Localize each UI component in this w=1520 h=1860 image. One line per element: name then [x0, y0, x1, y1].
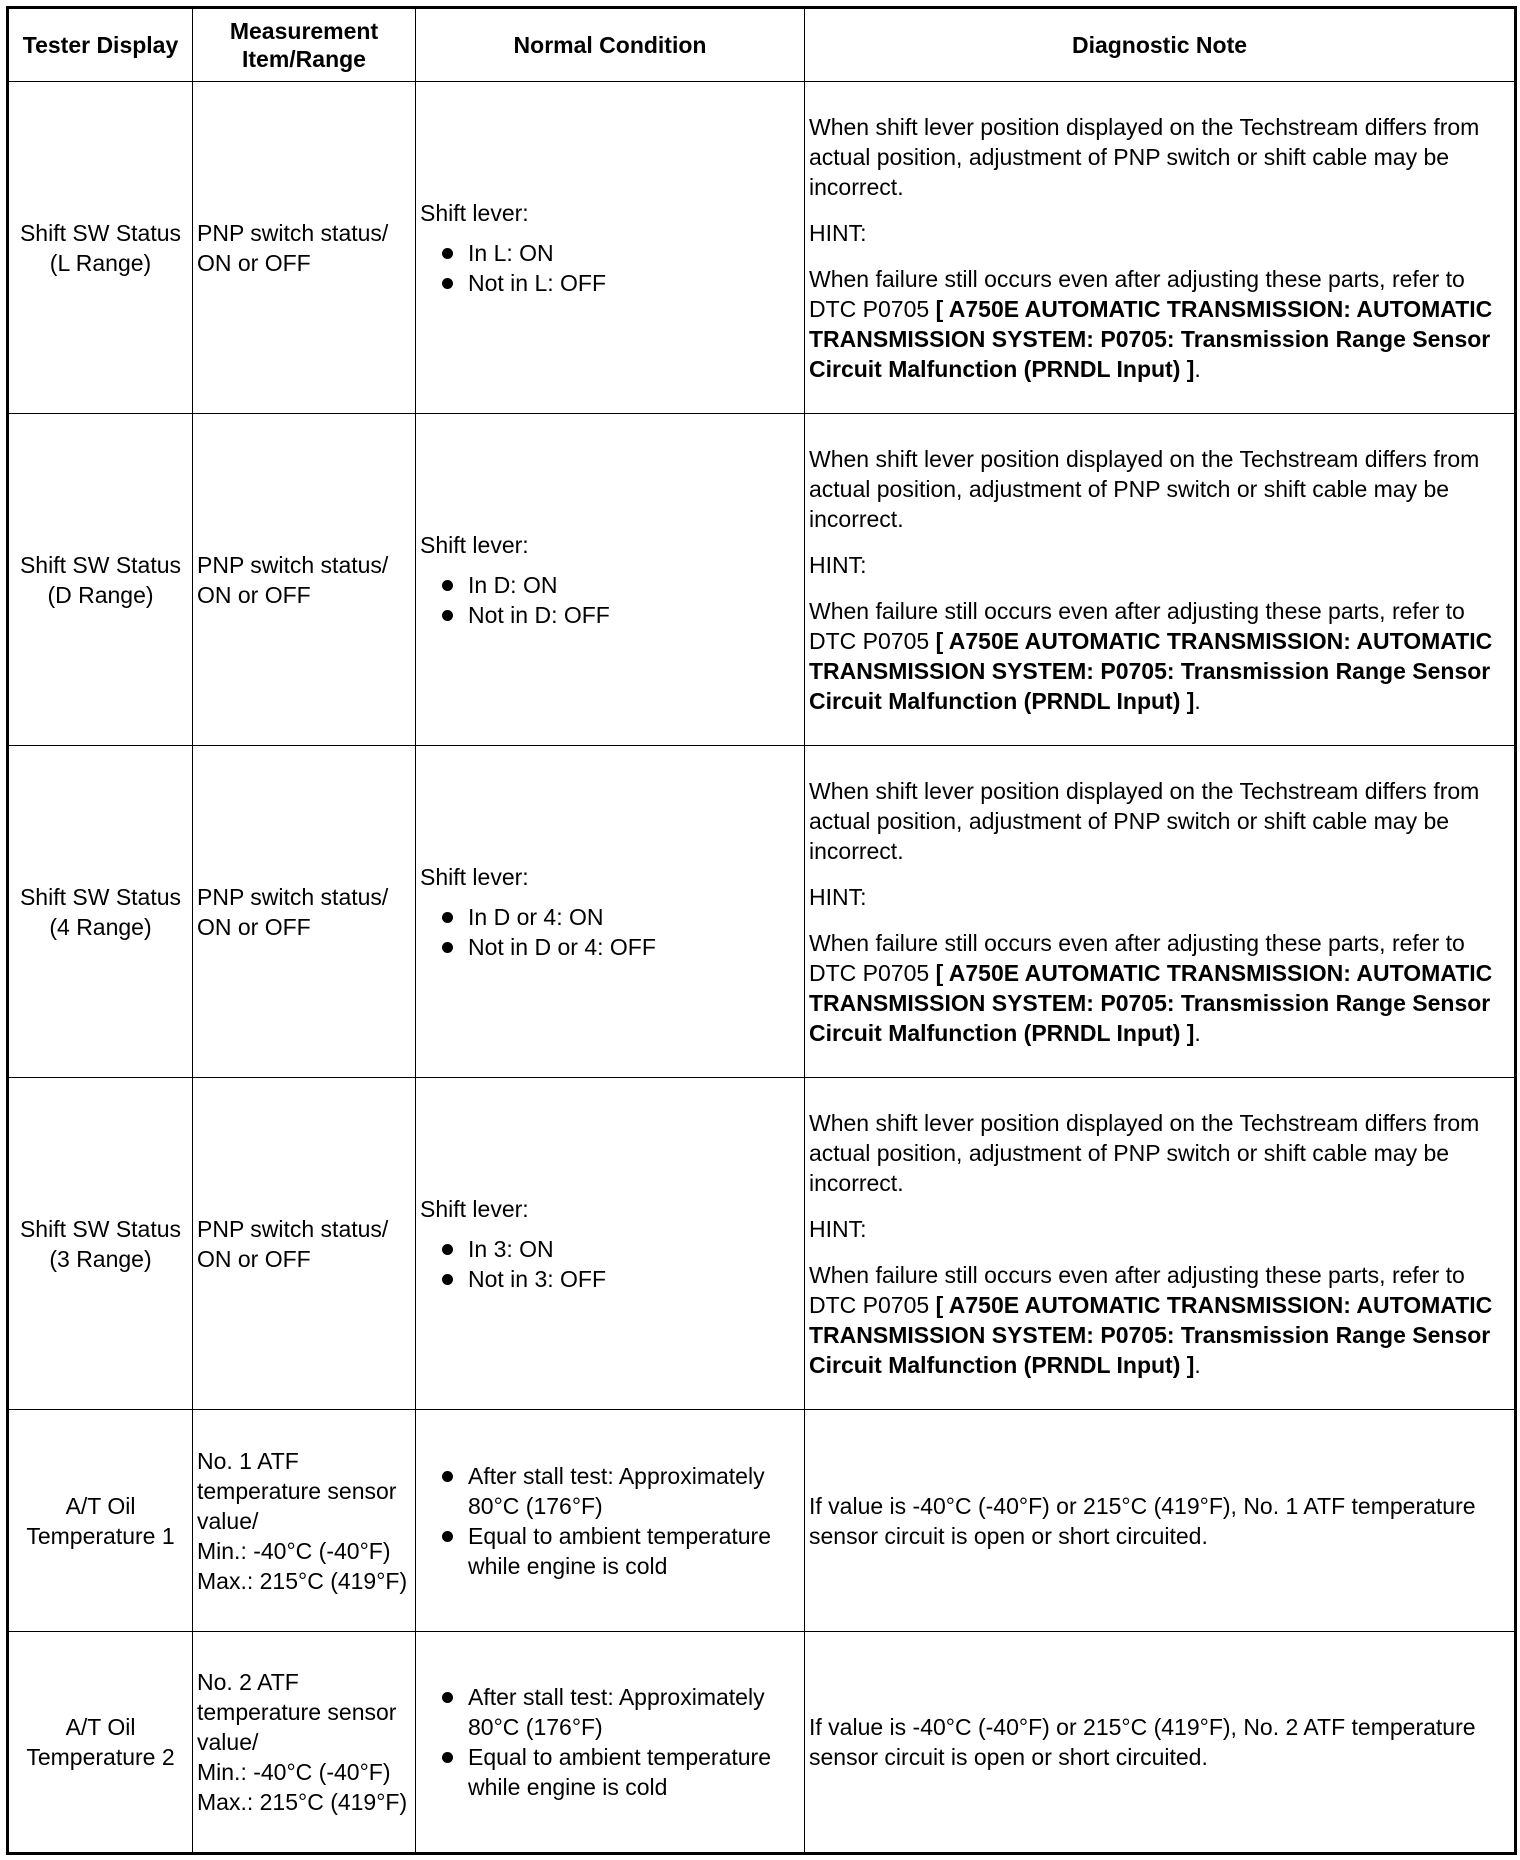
list-item: After stall test: Approximately 80°C (176°F): [420, 1682, 800, 1742]
dtc-reference-link[interactable]: [ A750E AUTOMATIC TRANSMISSION: AUTOMATIC TRANSMISSION SYSTEM: P0705: Transmission Range Sensor Circuit Malfunction (PRNDL Input) ]: [809, 1291, 1493, 1378]
table-row: [8, 746, 1516, 1078]
note-main: When shift lever position displayed on the Techstream differs from actual position, adjustment of PNP switch or shift cable may be incorrect.: [809, 1109, 1480, 1196]
condition-list: [420, 570, 800, 630]
header-tester-display: Tester Display: [8, 8, 193, 82]
measurement-cell: PNP switch status/ ON or OFF: [193, 1078, 416, 1410]
list-item: After stall test: Approximately 80°C (176°F): [420, 1461, 800, 1521]
normal-condition-cell: [416, 746, 805, 1078]
bullet-icon: [442, 1244, 453, 1255]
list-item: Equal to ambient temperature while engine is cold: [420, 1742, 800, 1802]
table-row: [8, 1632, 1516, 1854]
list-item: In L: ON: [420, 238, 800, 268]
normal-condition-cell: [416, 82, 805, 414]
bullet-icon: [442, 942, 453, 953]
measurement-line: Min.: -40°C (-40°F): [197, 1537, 391, 1564]
tester-display-cell: A/T Oil Temperature 1: [8, 1410, 193, 1632]
bullet-icon: [442, 580, 453, 591]
note-refer: When failure still occurs even after adjusting these parts, refer to DTC P0705 [ A750E AUTOMATIC TRANSMISSION: AUTOMATIC TRANSMISSION SYSTEM: P0705: Transmission Range Sensor Circuit Malfunction (PRNDL Input) ].: [809, 597, 1493, 714]
note-hint: HINT:: [809, 551, 867, 578]
header-diagnostic-note: Diagnostic Note: [805, 8, 1516, 82]
diagnostic-note-cell: [805, 746, 1516, 1078]
tester-display-cell: Shift SW Status (L Range): [8, 82, 193, 414]
normal-intro: Shift lever:: [420, 1195, 529, 1222]
list-item: Not in 3: OFF: [420, 1264, 800, 1294]
diagnostic-note-cell: If value is -40°C (-40°F) or 215°C (419°F), No. 1 ATF temperature sensor circuit is open or short circuited.: [805, 1410, 1516, 1632]
list-item: Equal to ambient temperature while engine is cold: [420, 1521, 800, 1581]
list-item: Not in D: OFF: [420, 600, 800, 630]
measurement-cell: [193, 1632, 416, 1854]
condition-list: [420, 1682, 800, 1802]
condition-list: [420, 1234, 800, 1294]
measurement-line: No. 2 ATF temperature sensor value/: [197, 1669, 397, 1755]
note-refer: When failure still occurs even after adjusting these parts, refer to DTC P0705 [ A750E AUTOMATIC TRANSMISSION: AUTOMATIC TRANSMISSION SYSTEM: P0705: Transmission Range Sensor Circuit Malfunction (PRNDL Input) ].: [809, 1261, 1493, 1378]
bullet-icon: [442, 278, 453, 289]
condition-list: [420, 902, 800, 962]
dtc-reference-link[interactable]: [ A750E AUTOMATIC TRANSMISSION: AUTOMATIC TRANSMISSION SYSTEM: P0705: Transmission Range Sensor Circuit Malfunction (PRNDL Input) ]: [809, 959, 1493, 1046]
bullet-icon: [442, 1471, 453, 1482]
list-item: Not in D or 4: OFF: [420, 932, 800, 962]
tester-display-cell: A/T Oil Temperature 2: [8, 1632, 193, 1854]
condition-list: [420, 238, 800, 298]
bullet-icon: [442, 1692, 453, 1703]
list-item: Not in L: OFF: [420, 268, 800, 298]
note-hint: HINT:: [809, 883, 867, 910]
dtc-reference-link[interactable]: [ A750E AUTOMATIC TRANSMISSION: AUTOMATIC TRANSMISSION SYSTEM: P0705: Transmission Range Sensor Circuit Malfunction (PRNDL Input) ]: [809, 627, 1493, 714]
table-row: [8, 1410, 1516, 1632]
bullet-icon: [442, 1752, 453, 1763]
table-row: [8, 414, 1516, 746]
bullet-icon: [442, 248, 453, 259]
list-item: In D or 4: ON: [420, 902, 800, 932]
measurement-cell: [193, 1410, 416, 1632]
normal-condition-cell: [416, 1078, 805, 1410]
normal-condition-cell: [416, 1632, 805, 1854]
note-main: When shift lever position displayed on the Techstream differs from actual position, adjustment of PNP switch or shift cable may be incorrect.: [809, 113, 1480, 200]
measurement-cell: PNP switch status/ ON or OFF: [193, 82, 416, 414]
normal-intro: Shift lever:: [420, 199, 529, 226]
header-normal-condition: Normal Condition: [416, 8, 805, 82]
header-row: [8, 8, 1516, 82]
measurement-cell: PNP switch status/ ON or OFF: [193, 746, 416, 1078]
table-row: [8, 82, 1516, 414]
diagnostic-note-cell: [805, 414, 1516, 746]
normal-condition-cell: [416, 1410, 805, 1632]
list-item: In 3: ON: [420, 1234, 800, 1264]
measurement-cell: PNP switch status/ ON or OFF: [193, 414, 416, 746]
note-hint: HINT:: [809, 1215, 867, 1242]
bullet-icon: [442, 1274, 453, 1285]
bullet-icon: [442, 912, 453, 923]
normal-intro: Shift lever:: [420, 863, 529, 890]
note-main: When shift lever position displayed on the Techstream differs from actual position, adjustment of PNP switch or shift cable may be incorrect.: [809, 777, 1480, 864]
note-hint: HINT:: [809, 219, 867, 246]
data-list-table: [6, 6, 1517, 1855]
diagnostic-note-cell: [805, 82, 1516, 414]
bullet-icon: [442, 610, 453, 621]
dtc-reference-link[interactable]: [ A750E AUTOMATIC TRANSMISSION: AUTOMATIC TRANSMISSION SYSTEM: P0705: Transmission Range Sensor Circuit Malfunction (PRNDL Input) ]: [809, 295, 1493, 382]
normal-intro: Shift lever:: [420, 531, 529, 558]
tester-display-cell: Shift SW Status (D Range): [8, 414, 193, 746]
measurement-line: No. 1 ATF temperature sensor value/: [197, 1447, 397, 1534]
diagnostic-note-cell: If value is -40°C (-40°F) or 215°C (419°F), No. 2 ATF temperature sensor circuit is open or short circuited.: [805, 1632, 1516, 1854]
measurement-line: Min.: -40°C (-40°F): [197, 1759, 391, 1785]
diagnostic-note-cell: [805, 1078, 1516, 1410]
tester-display-cell: Shift SW Status (4 Range): [8, 746, 193, 1078]
condition-list: [420, 1461, 800, 1581]
measurement-line: Max.: 215°C (419°F): [197, 1567, 408, 1594]
note-refer: When failure still occurs even after adjusting these parts, refer to DTC P0705 [ A750E AUTOMATIC TRANSMISSION: AUTOMATIC TRANSMISSION SYSTEM: P0705: Transmission Range Sensor Circuit Malfunction (PRNDL Input) ].: [809, 265, 1493, 382]
measurement-line: Max.: 215°C (419°F): [197, 1789, 408, 1815]
tester-display-cell: Shift SW Status (3 Range): [8, 1078, 193, 1410]
note-refer: When failure still occurs even after adjusting these parts, refer to DTC P0705 [ A750E AUTOMATIC TRANSMISSION: AUTOMATIC TRANSMISSION SYSTEM: P0705: Transmission Range Sensor Circuit Malfunction (PRNDL Input) ].: [809, 929, 1493, 1046]
bullet-icon: [442, 1531, 453, 1542]
note-main: When shift lever position displayed on the Techstream differs from actual position, adjustment of PNP switch or shift cable may be incorrect.: [809, 445, 1480, 532]
table-row: [8, 1078, 1516, 1410]
header-measurement: Measurement Item/Range: [193, 8, 416, 82]
list-item: In D: ON: [420, 570, 800, 600]
normal-condition-cell: [416, 414, 805, 746]
